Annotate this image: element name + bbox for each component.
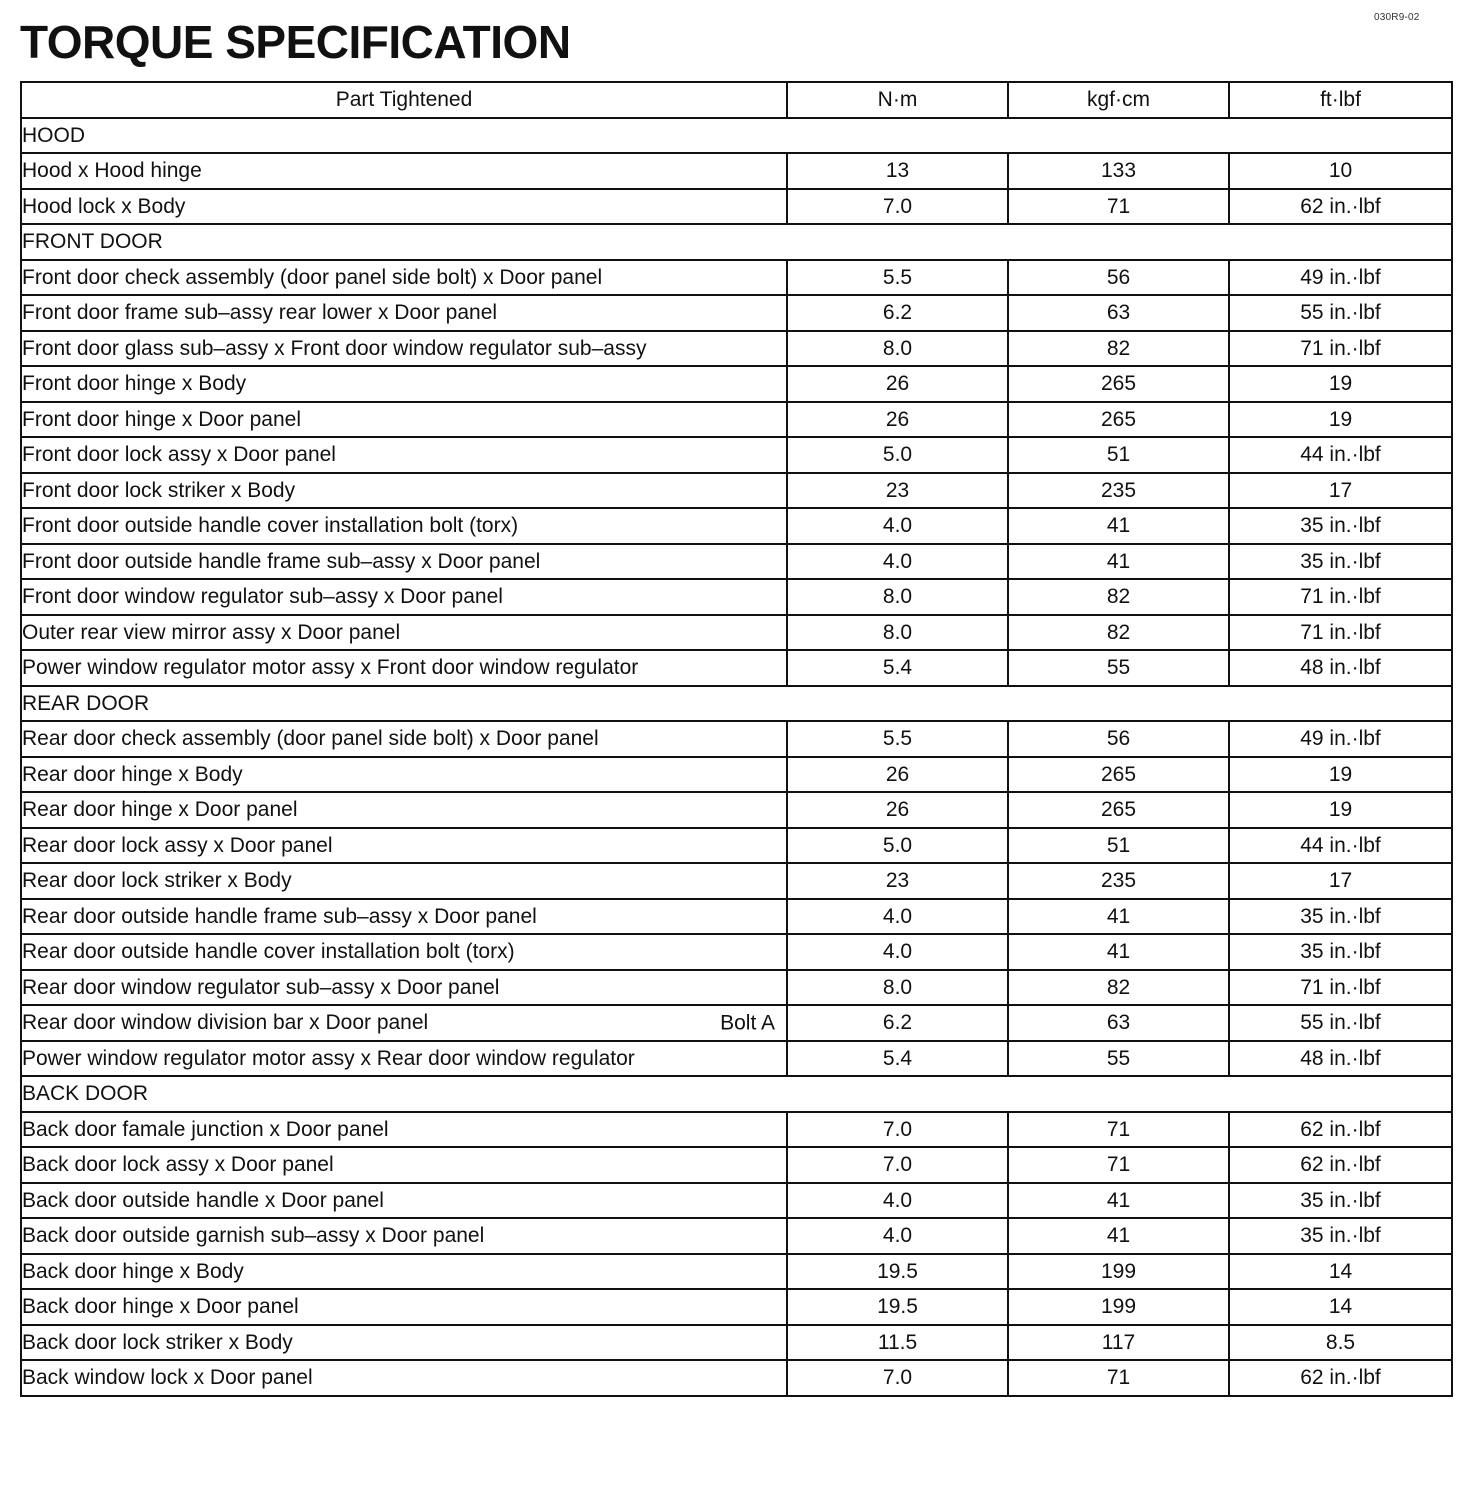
nm-value: 26 xyxy=(787,402,1008,438)
section-title: REAR DOOR xyxy=(21,686,1452,722)
kgf-cm-value: 55 xyxy=(1008,650,1229,686)
section-title: FRONT DOOR xyxy=(21,224,1452,260)
part-name: Back door lock assy x Door panel xyxy=(22,1153,334,1177)
ft-lbf-value: 49 in.·lbf xyxy=(1229,721,1452,757)
nm-value: 23 xyxy=(787,863,1008,899)
kgf-cm-value: 235 xyxy=(1008,473,1229,509)
nm-value: 19.5 xyxy=(787,1289,1008,1325)
ft-lbf-value: 48 in.·lbf xyxy=(1229,650,1452,686)
part-cell xyxy=(21,899,787,935)
part-name: Front door lock striker x Body xyxy=(22,478,296,502)
section-title: BACK DOOR xyxy=(21,1076,1452,1112)
table-row xyxy=(21,757,1452,793)
table-row xyxy=(21,1183,1452,1219)
part-name: Front door lock assy x Door panel xyxy=(22,443,336,467)
nm-value: 7.0 xyxy=(787,1360,1008,1396)
nm-value: 13 xyxy=(787,153,1008,189)
part-name: Front door frame sub–assy rear lower x Door panel xyxy=(22,301,498,325)
kgf-cm-value: 56 xyxy=(1008,260,1229,296)
nm-value: 5.5 xyxy=(787,721,1008,757)
part-cell xyxy=(21,1183,787,1219)
kgf-cm-value: 41 xyxy=(1008,1218,1229,1254)
part-name: Back door famale junction x Door panel xyxy=(22,1117,389,1141)
part-name: Rear door lock striker x Body xyxy=(22,869,292,893)
table-row xyxy=(21,579,1452,615)
ft-lbf-value: 19 xyxy=(1229,366,1452,402)
part-cell xyxy=(21,544,787,580)
part-cell xyxy=(21,260,787,296)
section-row xyxy=(21,118,1452,154)
table-row xyxy=(21,508,1452,544)
part-cell xyxy=(21,153,787,189)
table-row xyxy=(21,544,1452,580)
ft-lbf-value: 14 xyxy=(1229,1289,1452,1325)
nm-value: 4.0 xyxy=(787,899,1008,935)
ft-lbf-value: 19 xyxy=(1229,402,1452,438)
table-row xyxy=(21,1112,1452,1148)
nm-value: 7.0 xyxy=(787,1112,1008,1148)
nm-value: 26 xyxy=(787,366,1008,402)
part-name: Back door outside garnish sub–assy x Door panel xyxy=(22,1224,485,1248)
header-nm: N·m xyxy=(787,82,1008,118)
kgf-cm-value: 41 xyxy=(1008,1183,1229,1219)
nm-value: 5.0 xyxy=(787,828,1008,864)
table-row xyxy=(21,615,1452,651)
ft-lbf-value: 14 xyxy=(1229,1254,1452,1290)
header-ft-lbf: ft·lbf xyxy=(1229,82,1452,118)
part-cell xyxy=(21,934,787,970)
nm-value: 8.0 xyxy=(787,331,1008,367)
kgf-cm-value: 71 xyxy=(1008,1147,1229,1183)
part-cell xyxy=(21,1218,787,1254)
ft-lbf-value: 49 in.·lbf xyxy=(1229,260,1452,296)
table-row xyxy=(21,473,1452,509)
part-name: Rear door outside handle cover installation bolt (torx) xyxy=(22,940,515,964)
table-row xyxy=(21,1325,1452,1361)
kgf-cm-value: 199 xyxy=(1008,1289,1229,1325)
table-row xyxy=(21,721,1452,757)
table-body xyxy=(21,118,1452,1396)
ft-lbf-value: 44 in.·lbf xyxy=(1229,828,1452,864)
ft-lbf-value: 44 in.·lbf xyxy=(1229,437,1452,473)
nm-value: 8.0 xyxy=(787,615,1008,651)
kgf-cm-value: 235 xyxy=(1008,863,1229,899)
kgf-cm-value: 82 xyxy=(1008,970,1229,1006)
nm-value: 6.2 xyxy=(787,295,1008,331)
kgf-cm-value: 265 xyxy=(1008,757,1229,793)
ft-lbf-value: 48 in.·lbf xyxy=(1229,1041,1452,1077)
part-cell xyxy=(21,473,787,509)
kgf-cm-value: 41 xyxy=(1008,508,1229,544)
nm-value: 7.0 xyxy=(787,189,1008,225)
ft-lbf-value: 62 in.·lbf xyxy=(1229,189,1452,225)
table-row xyxy=(21,828,1452,864)
table-row xyxy=(21,295,1452,331)
kgf-cm-value: 265 xyxy=(1008,366,1229,402)
ft-lbf-value: 17 xyxy=(1229,863,1452,899)
table-row xyxy=(21,1218,1452,1254)
part-cell xyxy=(21,1005,787,1041)
kgf-cm-value: 41 xyxy=(1008,934,1229,970)
kgf-cm-value: 82 xyxy=(1008,615,1229,651)
nm-value: 8.0 xyxy=(787,579,1008,615)
nm-value: 8.0 xyxy=(787,970,1008,1006)
nm-value: 4.0 xyxy=(787,934,1008,970)
part-cell xyxy=(21,757,787,793)
kgf-cm-value: 117 xyxy=(1008,1325,1229,1361)
part-cell xyxy=(21,828,787,864)
part-name: Back window lock x Door panel xyxy=(22,1366,313,1390)
kgf-cm-value: 41 xyxy=(1008,899,1229,935)
table-row xyxy=(21,153,1452,189)
part-name: Rear door hinge x Door panel xyxy=(22,798,298,822)
ft-lbf-value: 55 in.·lbf xyxy=(1229,295,1452,331)
part-cell xyxy=(21,508,787,544)
part-name: Front door window regulator sub–assy x Door panel xyxy=(22,585,503,609)
part-cell xyxy=(21,615,787,651)
table-row xyxy=(21,650,1452,686)
nm-value: 5.5 xyxy=(787,260,1008,296)
part-cell xyxy=(21,1360,787,1396)
table-row xyxy=(21,1147,1452,1183)
nm-value: 6.2 xyxy=(787,1005,1008,1041)
part-name: Rear door hinge x Body xyxy=(22,762,243,786)
nm-value: 4.0 xyxy=(787,508,1008,544)
ft-lbf-value: 35 in.·lbf xyxy=(1229,544,1452,580)
table-row xyxy=(21,189,1452,225)
table-row xyxy=(21,260,1452,296)
kgf-cm-value: 82 xyxy=(1008,579,1229,615)
header-part-tightened: Part Tightened xyxy=(21,82,787,118)
nm-value: 4.0 xyxy=(787,544,1008,580)
part-cell xyxy=(21,792,787,828)
ft-lbf-value: 8.5 xyxy=(1229,1325,1452,1361)
kgf-cm-value: 51 xyxy=(1008,828,1229,864)
part-cell xyxy=(21,295,787,331)
kgf-cm-value: 51 xyxy=(1008,437,1229,473)
nm-value: 4.0 xyxy=(787,1183,1008,1219)
table-row xyxy=(21,366,1452,402)
kgf-cm-value: 63 xyxy=(1008,295,1229,331)
part-name: Back door hinge x Body xyxy=(22,1259,244,1283)
table-row xyxy=(21,1254,1452,1290)
part-name: Front door outside handle frame sub–assy x Door panel xyxy=(22,549,541,573)
table-row xyxy=(21,1041,1452,1077)
table-row xyxy=(21,899,1452,935)
part-name: Rear door window regulator sub–assy x Door panel xyxy=(22,975,500,999)
part-cell xyxy=(21,863,787,899)
ft-lbf-value: 19 xyxy=(1229,757,1452,793)
nm-value: 7.0 xyxy=(787,1147,1008,1183)
part-cell xyxy=(21,437,787,473)
ft-lbf-value: 62 in.·lbf xyxy=(1229,1360,1452,1396)
part-cell xyxy=(21,331,787,367)
table-row xyxy=(21,1360,1452,1396)
kgf-cm-value: 265 xyxy=(1008,792,1229,828)
part-name: Front door hinge x Door panel xyxy=(22,407,301,431)
table-row xyxy=(21,402,1452,438)
table-row xyxy=(21,792,1452,828)
part-cell xyxy=(21,1147,787,1183)
kgf-cm-value: 71 xyxy=(1008,1112,1229,1148)
part-name: Back door lock striker x Body xyxy=(22,1330,293,1354)
kgf-cm-value: 55 xyxy=(1008,1041,1229,1077)
kgf-cm-value: 82 xyxy=(1008,331,1229,367)
ft-lbf-value: 19 xyxy=(1229,792,1452,828)
ft-lbf-value: 71 in.·lbf xyxy=(1229,331,1452,367)
part-name: Front door hinge x Body xyxy=(22,372,247,396)
ft-lbf-value: 62 in.·lbf xyxy=(1229,1147,1452,1183)
part-name: Hood x Hood hinge xyxy=(22,159,202,183)
nm-value: 5.4 xyxy=(787,1041,1008,1077)
document-ref-code: 030R9-02 xyxy=(1374,12,1420,23)
part-note: Bolt A xyxy=(720,1011,775,1035)
ft-lbf-value: 17 xyxy=(1229,473,1452,509)
table-row xyxy=(21,934,1452,970)
ft-lbf-value: 35 in.·lbf xyxy=(1229,1218,1452,1254)
table-row xyxy=(21,331,1452,367)
part-name: Front door glass sub–assy x Front door window regulator sub–assy xyxy=(22,336,647,360)
part-cell xyxy=(21,1325,787,1361)
table-row xyxy=(21,970,1452,1006)
part-name: Power window regulator motor assy x Rear door window regulator xyxy=(22,1046,635,1070)
part-cell xyxy=(21,970,787,1006)
ft-lbf-value: 35 in.·lbf xyxy=(1229,1183,1452,1219)
ft-lbf-value: 35 in.·lbf xyxy=(1229,508,1452,544)
torque-spec-table xyxy=(20,81,1453,1397)
nm-value: 5.0 xyxy=(787,437,1008,473)
part-name: Rear door outside handle frame sub–assy x Door panel xyxy=(22,904,537,928)
nm-value: 23 xyxy=(787,473,1008,509)
header-kgf-cm: kgf·cm xyxy=(1008,82,1229,118)
table-row xyxy=(21,437,1452,473)
part-name: Back door hinge x Door panel xyxy=(22,1295,299,1319)
ft-lbf-value: 71 in.·lbf xyxy=(1229,579,1452,615)
part-cell xyxy=(21,189,787,225)
kgf-cm-value: 63 xyxy=(1008,1005,1229,1041)
section-row xyxy=(21,224,1452,260)
ft-lbf-value: 71 in.·lbf xyxy=(1229,615,1452,651)
part-name: Front door check assembly (door panel side bolt) x Door panel xyxy=(22,265,603,289)
table-row xyxy=(21,1005,1452,1041)
kgf-cm-value: 71 xyxy=(1008,1360,1229,1396)
part-cell xyxy=(21,1041,787,1077)
ft-lbf-value: 62 in.·lbf xyxy=(1229,1112,1452,1148)
section-row xyxy=(21,686,1452,722)
kgf-cm-value: 199 xyxy=(1008,1254,1229,1290)
nm-value: 11.5 xyxy=(787,1325,1008,1361)
section-row xyxy=(21,1076,1452,1112)
table-row xyxy=(21,863,1452,899)
part-name: Rear door window division bar x Door panel xyxy=(22,1011,429,1035)
nm-value: 4.0 xyxy=(787,1218,1008,1254)
part-name: Hood lock x Body xyxy=(22,194,186,218)
part-cell xyxy=(21,1254,787,1290)
part-name: Outer rear view mirror assy x Door panel xyxy=(22,620,401,644)
part-cell xyxy=(21,1289,787,1325)
ft-lbf-value: 55 in.·lbf xyxy=(1229,1005,1452,1041)
part-cell xyxy=(21,650,787,686)
part-cell xyxy=(21,402,787,438)
table-row xyxy=(21,1289,1452,1325)
ft-lbf-value: 10 xyxy=(1229,153,1452,189)
section-title: HOOD xyxy=(21,118,1452,154)
nm-value: 5.4 xyxy=(787,650,1008,686)
nm-value: 26 xyxy=(787,757,1008,793)
ft-lbf-value: 71 in.·lbf xyxy=(1229,970,1452,1006)
ft-lbf-value: 35 in.·lbf xyxy=(1229,934,1452,970)
kgf-cm-value: 56 xyxy=(1008,721,1229,757)
part-cell xyxy=(21,579,787,615)
table-header xyxy=(21,82,1452,118)
part-name: Back door outside handle x Door panel xyxy=(22,1188,384,1212)
part-cell xyxy=(21,721,787,757)
part-name: Power window regulator motor assy x Front door window regulator xyxy=(22,656,639,680)
part-name: Rear door check assembly (door panel side bolt) x Door panel xyxy=(22,727,599,751)
nm-value: 26 xyxy=(787,792,1008,828)
page-title: TORQUE SPECIFICATION xyxy=(20,16,571,68)
part-name: Front door outside handle cover installation bolt (torx) xyxy=(22,514,519,538)
kgf-cm-value: 133 xyxy=(1008,153,1229,189)
part-name: Rear door lock assy x Door panel xyxy=(22,833,333,857)
header-row xyxy=(21,82,1452,118)
nm-value: 19.5 xyxy=(787,1254,1008,1290)
kgf-cm-value: 71 xyxy=(1008,189,1229,225)
ft-lbf-value: 35 in.·lbf xyxy=(1229,899,1452,935)
kgf-cm-value: 265 xyxy=(1008,402,1229,438)
part-cell xyxy=(21,366,787,402)
kgf-cm-value: 41 xyxy=(1008,544,1229,580)
part-cell xyxy=(21,1112,787,1148)
